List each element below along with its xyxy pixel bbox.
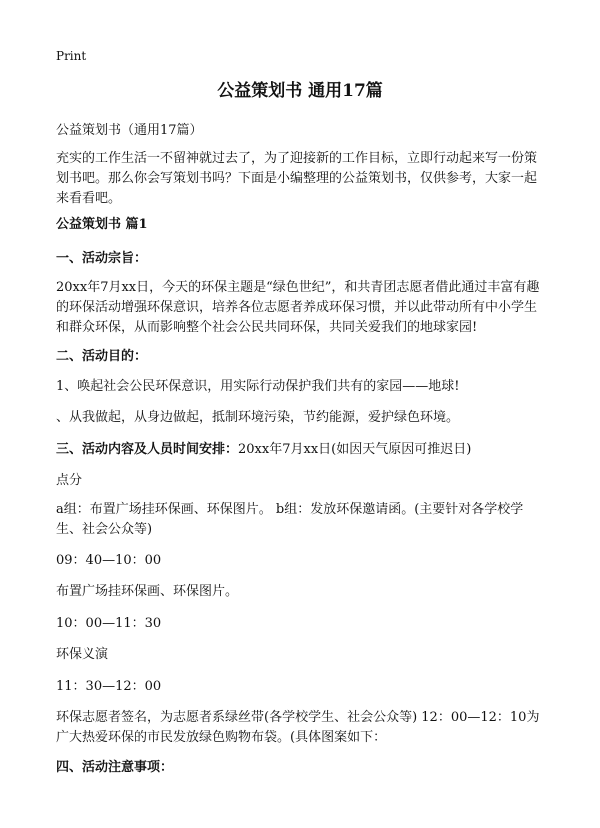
intro-paragraph: 充实的工作生活一不留神就过去了，为了迎接新的工作目标，立即行动起来写一份策划书吧。那么你会写策划书吗？下面是小编整理的公益策划书，仅供参考，大家一起来看看吧。: [56, 151, 538, 206]
schedule-note: 点分: [56, 473, 83, 488]
section-heading-purpose: 一、活动宗旨：: [56, 251, 148, 266]
schedule-time-3: 11：30—12：00: [56, 679, 162, 694]
goal-item-2: 、从我做起，从身边做起，抵制环境污染，节约能源，爱护绿色环境。: [56, 410, 460, 425]
section-heading-notes: 四、活动注意事项：: [56, 760, 174, 775]
schedule-activity-2: 环保义演: [56, 647, 109, 662]
document-subtitle: 公益策划书（通用17篇）: [56, 123, 203, 138]
group-assignments: a组：布置广场挂环保画、环保图片。 b组：发放环保邀请函。(主要针对各学校学生、社会公众等): [56, 502, 524, 537]
schedule-time-2: 10：00—11：30: [56, 616, 162, 631]
schedule-activity-1: 布置广场挂环保画、环保图片。: [56, 584, 239, 599]
schedule-time-1: 09：40—10：00: [56, 553, 162, 568]
article-heading: 公益策划书 篇1: [56, 217, 148, 232]
schedule-heading-label: 三、活动内容及人员时间安排：: [56, 442, 239, 457]
schedule-activity-3: 环保志愿者签名，为志愿者系绿丝带(各学校学生、社会公众等) 12：00—12：10为广大热爱环保的市民发放绿色购物布袋。(具体图案如下：: [56, 710, 540, 745]
print-label: Print: [56, 49, 87, 63]
document-title: 公益策划书 通用17篇: [217, 81, 383, 101]
section-heading-schedule: [56, 440, 546, 460]
goal-item-1: 1、唤起社会公民环保意识，用实际行动保护我们共有的家园——地球!: [56, 379, 460, 394]
schedule-date: 20xx年7月xx日(如因天气原因可推迟日): [238, 442, 472, 457]
section-heading-goals: 二、活动目的：: [56, 349, 148, 364]
section-text-purpose: 20xx年7月xx日，今天的环保主题是“绿色世纪”，和共青团志愿者借此通过丰富有趣的环保活动增强环保意识，培养各位志愿者养成环保习惯，并以此带动所有中小学生和群众环保，从而影响整个社会公民共同环保，共同关爱我们的地球家园!: [56, 280, 540, 335]
